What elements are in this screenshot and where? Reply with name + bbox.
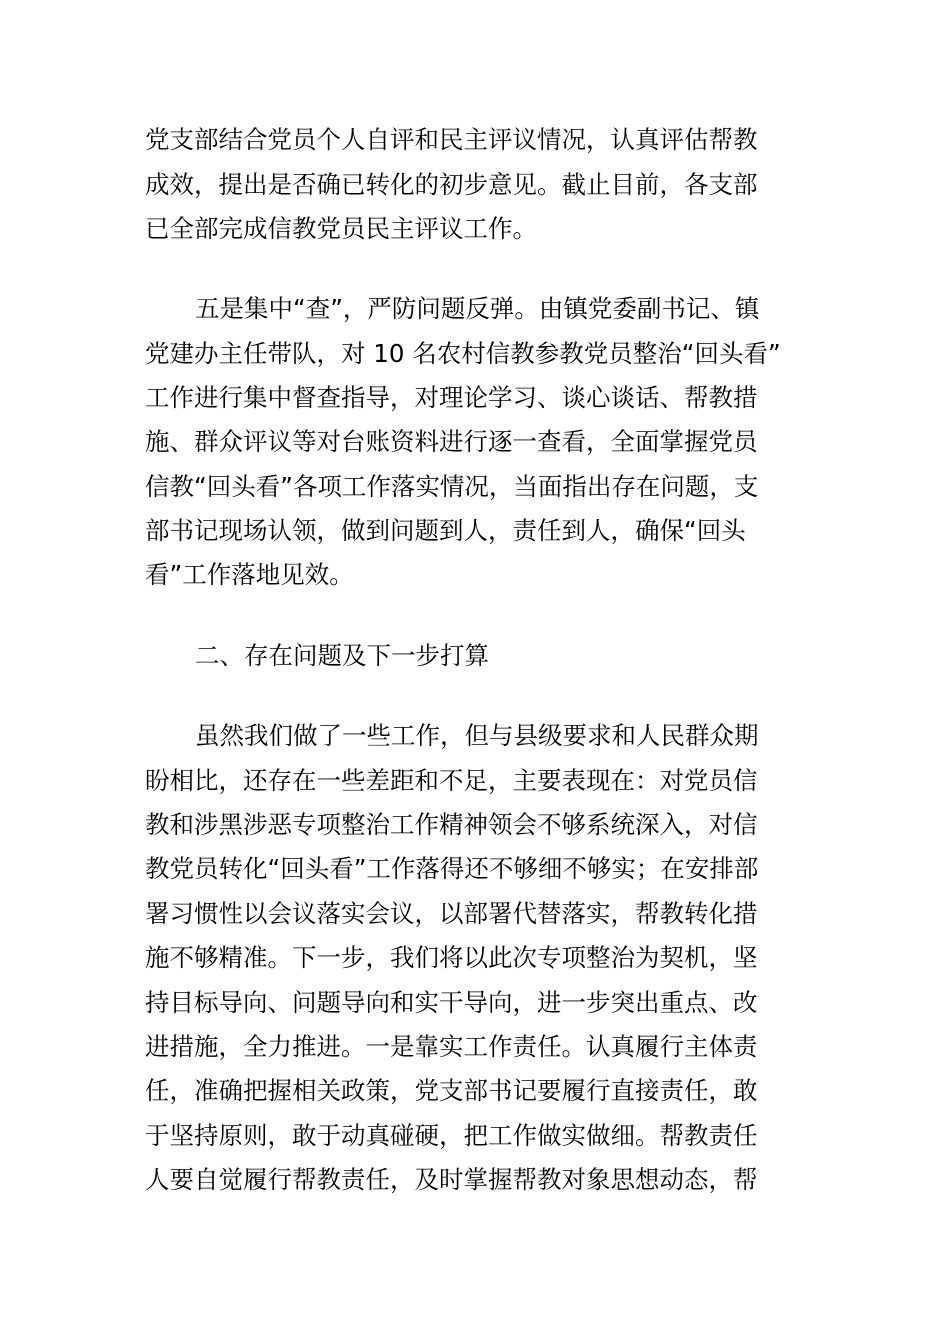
text-line: 党支部结合党员个人自评和民主评议情况，认真评估帮教: [145, 125, 758, 154]
text-line: 施不够精准。下一步，我们将以此次专项整治为契机，坚: [145, 943, 758, 972]
text-line: 教党员转化“回头看”工作落得还不够细不够实；在安排部: [145, 854, 759, 883]
text-line: 人要自觉履行帮教责任，及时掌握帮教对象思想动态，帮: [145, 1165, 758, 1194]
text-line: 成效，提出是否确已转化的初步意见。截止目前，各支部: [145, 170, 758, 199]
text-line: 进措施，全力推进。一是靠实工作责任。认真履行主体责: [145, 1032, 758, 1061]
text-line: 党建办主任带队，对 10 名农村信教参教党员整治“回头看”: [145, 339, 781, 368]
text-line: 于坚持原则，敢于动真碰硬，把工作做实做细。帮教责任: [145, 1121, 758, 1150]
text-line: 施、群众评议等对台账资料进行逐一查看，全面掌握党员: [145, 427, 758, 456]
text-line: 任，准确把握相关政策，党支部书记要履行直接责任，敢: [145, 1076, 758, 1105]
section-heading: 二、存在问题及下一步打算: [195, 641, 489, 670]
text-line: 虽然我们做了一些工作，但与县级要求和人民群众期: [195, 721, 759, 750]
text-line: 部书记现场认领，做到问题到人，责任到人，确保“回头: [145, 516, 746, 545]
text-line: 看”工作落地见效。: [145, 560, 354, 589]
text-line: 工作进行集中督查指导，对理论学习、谈心谈话、帮教措: [145, 383, 758, 412]
text-line: 持目标导向、问题导向和实干导向，进一步突出重点、改: [145, 988, 758, 1017]
text-line: 已全部完成信教党员民主评议工作。: [145, 214, 537, 243]
text-line: 五是集中“查”，严防问题反弹。由镇党委副书记、镇: [195, 294, 760, 323]
text-line: 教和涉黑涉恶专项整治工作精神领会不够系统深入，对信: [145, 810, 758, 839]
text-line: 盼相比，还存在一些差距和不足，主要表现在：对党员信: [145, 766, 758, 795]
text-line: 署习惯性以会议落实会议，以部署代替落实，帮教转化措: [145, 899, 758, 928]
text-line: 信教“回头看”各项工作落实情况，当面指出存在问题，支: [145, 472, 759, 501]
